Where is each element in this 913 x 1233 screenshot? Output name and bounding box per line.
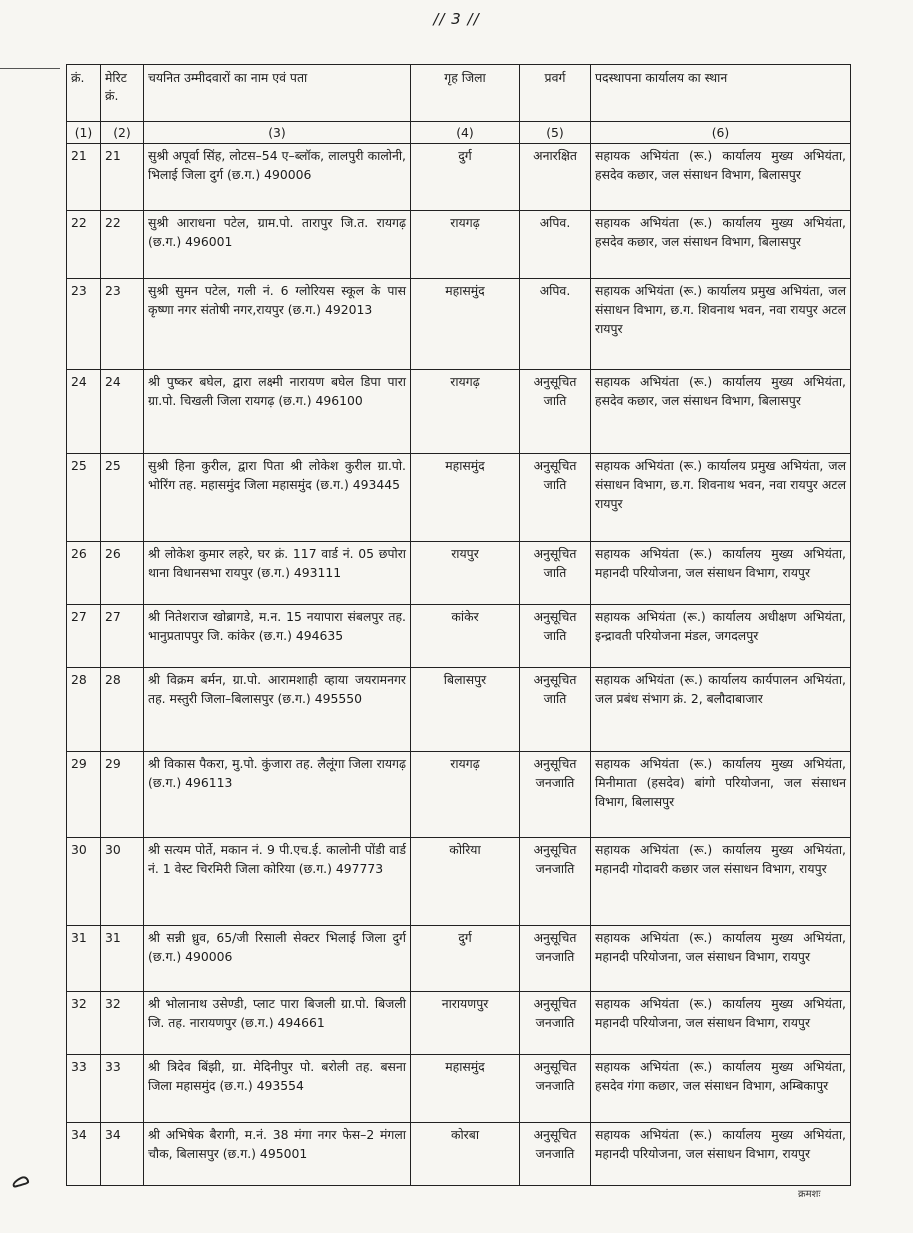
table-row — [67, 926, 851, 992]
posting-office: सहायक अभियंता (रू.) कार्यालय मुख्य अभियंता, हसदेव कछार, जल संसाधन विभाग, बिलासपुर — [591, 144, 851, 211]
home-district: नारायणपुर — [411, 992, 520, 1055]
home-district: महासमुंद — [411, 454, 520, 542]
name-address: सुश्री हिना कुरील, द्वारा पिता श्री लोकेश कुरील ग्रा.पो. भोरिंग तह. महासमुंद जिला महासमुंद (छ.ग.) 493445 — [144, 454, 411, 542]
serial-number: 26 — [67, 542, 101, 605]
category: अनारक्षित — [520, 144, 591, 211]
category: अपिव. — [520, 279, 591, 370]
posting-office: सहायक अभियंता (रू.) कार्यालय मुख्य अभियंता, महानदी गोदावरी कछार जल संसाधन विभाग, रायपुर — [591, 838, 851, 926]
merit-number: 28 — [101, 668, 144, 752]
home-district: रायगढ़ — [411, 211, 520, 279]
name-address: श्री त्रिदेव बिंझी, ग्रा. मेदिनीपुर पो. बरोली तह. बसना जिला महासमुंद (छ.ग.) 493554 — [144, 1055, 411, 1123]
name-address: श्री विकास पैकरा, मु.पो. कुंजारा तह. लैलूंगा जिला रायगढ़ (छ.ग.) 496113 — [144, 752, 411, 838]
table-row — [67, 279, 851, 370]
home-district: रायगढ़ — [411, 752, 520, 838]
column-number: (6) — [591, 122, 851, 144]
category: अनुसूचित जाति — [520, 370, 591, 454]
category: अनुसूचित जाति — [520, 542, 591, 605]
name-address: श्री नितेशराज खोब्रागडे, म.न. 15 नयापारा संबलपुर तह. भानुप्रतापपुर जि. कांकेर (छ.ग.) 494635 — [144, 605, 411, 668]
category: अनुसूचित जनजाति — [520, 838, 591, 926]
serial-number: 34 — [67, 1123, 101, 1186]
merit-number: 25 — [101, 454, 144, 542]
home-district: दुर्ग — [411, 144, 520, 211]
serial-number: 24 — [67, 370, 101, 454]
category: अनुसूचित जाति — [520, 454, 591, 542]
merit-number: 34 — [101, 1123, 144, 1186]
table-row — [67, 454, 851, 542]
column-number: (1) — [67, 122, 101, 144]
merit-number: 29 — [101, 752, 144, 838]
serial-number: 29 — [67, 752, 101, 838]
name-address: सुश्री सुमन पटेल, गली नं. 6 ग्लोरियस स्कूल के पास कृष्णा नगर संतोषी नगर,रायपुर (छ.ग.) 492013 — [144, 279, 411, 370]
continued-note: क्रमशः — [798, 1189, 821, 1200]
home-district: कोरबा — [411, 1123, 520, 1186]
merit-number: 26 — [101, 542, 144, 605]
table-row — [67, 144, 851, 211]
serial-number: 31 — [67, 926, 101, 992]
merit-number: 23 — [101, 279, 144, 370]
serial-number: 27 — [67, 605, 101, 668]
header-category: प्रवर्ग — [520, 65, 591, 122]
posting-office: सहायक अभियंता (रू.) कार्यालय मुख्य अभियंता, हसदेव कछार, जल संसाधन विभाग, बिलासपुर — [591, 370, 851, 454]
category: अनुसूचित जनजाति — [520, 1123, 591, 1186]
column-number: (4) — [411, 122, 520, 144]
column-number-row — [67, 122, 851, 144]
home-district: कोरिया — [411, 838, 520, 926]
header-name-address: चयनित उम्मीदवारों का नाम एवं पता — [144, 65, 411, 122]
merit-number: 30 — [101, 838, 144, 926]
serial-number: 25 — [67, 454, 101, 542]
home-district: रायगढ़ — [411, 370, 520, 454]
category: अनुसूचित जनजाति — [520, 926, 591, 992]
posting-office: सहायक अभियंता (रू.) कार्यालय कार्यपालन अभियंता, जल प्रबंध संभाग क्रं. 2, बलौदाबाजार — [591, 668, 851, 752]
home-district: महासमुंद — [411, 1055, 520, 1123]
category: अपिव. — [520, 211, 591, 279]
name-address: श्री विक्रम बर्मन, ग्रा.पो. आरामशाही व्हाया जयरामनगर तह. मस्तुरी जिला–बिलासपुर (छ.ग.) 495550 — [144, 668, 411, 752]
posting-office: सहायक अभियंता (रू.) कार्यालय मुख्य अभियंता, महानदी परियोजना, जल संसाधन विभाग, रायपुर — [591, 992, 851, 1055]
table-row — [67, 838, 851, 926]
category: अनुसूचित जाति — [520, 605, 591, 668]
category: अनुसूचित जाति — [520, 668, 591, 752]
table-row — [67, 1055, 851, 1123]
header-posting-office: पदस्थापना कार्यालय का स्थान — [591, 65, 851, 122]
posting-office: सहायक अभियंता (रू.) कार्यालय अधीक्षण अभियंता, इन्द्रावती परियोजना मंडल, जगदलपुर — [591, 605, 851, 668]
selection-table — [66, 64, 851, 1186]
serial-number: 33 — [67, 1055, 101, 1123]
table-row — [67, 542, 851, 605]
page-number: // 3 // — [433, 10, 480, 28]
header-home-district: गृह जिला — [411, 65, 520, 122]
merit-number: 32 — [101, 992, 144, 1055]
column-number: (3) — [144, 122, 411, 144]
posting-office: सहायक अभियंता (रू.) कार्यालय मुख्य अभियंता, महानदी परियोजना, जल संसाधन विभाग, रायपुर — [591, 926, 851, 992]
serial-number: 21 — [67, 144, 101, 211]
serial-number: 23 — [67, 279, 101, 370]
serial-number: 30 — [67, 838, 101, 926]
header-row — [67, 65, 851, 122]
home-district: रायपुर — [411, 542, 520, 605]
name-address: सुश्री अपूर्वा सिंह, लोटस–54 ए–ब्लॉक, लालपुरी कालोनी, भिलाई जिला दुर्ग (छ.ग.) 490006 — [144, 144, 411, 211]
merit-number: 24 — [101, 370, 144, 454]
posting-office: सहायक अभियंता (रू.) कार्यालय मुख्य अभियंता, महानदी परियोजना, जल संसाधन विभाग, रायपुर — [591, 542, 851, 605]
name-address: श्री अभिषेक बैरागी, म.नं. 38 मंगा नगर फेस–2 मंगला चौक, बिलासपुर (छ.ग.) 495001 — [144, 1123, 411, 1186]
category: अनुसूचित जनजाति — [520, 1055, 591, 1123]
name-address: श्री भोलानाथ उसेण्डी, प्लाट पारा बिजली ग्रा.पो. बिजली जि. तह. नारायणपुर (छ.ग.) 494661 — [144, 992, 411, 1055]
merit-number: 33 — [101, 1055, 144, 1123]
table-row — [67, 605, 851, 668]
posting-office: सहायक अभियंता (रू.) कार्यालय मुख्य अभियंता, मिनीमाता (हसदेव) बांगो परियोजना, जल संसाधन विभाग, बिलासपुर — [591, 752, 851, 838]
header-serial: क्रं. — [67, 65, 101, 122]
name-address: श्री सत्यम पोर्ते, मकान नं. 9 पी.एच.ई. कालोनी पोंडी वार्ड नं. 1 वेस्ट चिरमिरी जिला कोरिया (छ.ग.) 497773 — [144, 838, 411, 926]
posting-office: सहायक अभियंता (रू.) कार्यालय मुख्य अभियंता, महानदी परियोजना, जल संसाधन विभाग, रायपुर — [591, 1123, 851, 1186]
margin-rule — [0, 68, 60, 69]
posting-office: सहायक अभियंता (रू.) कार्यालय प्रमुख अभियंता, जल संसाधन विभाग, छ.ग. शिवनाथ भवन, नवा रायपुर अटल रायपुर — [591, 279, 851, 370]
table-row — [67, 992, 851, 1055]
merit-number: 22 — [101, 211, 144, 279]
category: अनुसूचित जनजाति — [520, 992, 591, 1055]
posting-office: सहायक अभियंता (रू.) कार्यालय मुख्य अभियंता, हसदेव कछार, जल संसाधन विभाग, बिलासपुर — [591, 211, 851, 279]
home-district: दुर्ग — [411, 926, 520, 992]
home-district: कांकेर — [411, 605, 520, 668]
posting-office: सहायक अभियंता (रू.) कार्यालय मुख्य अभियंता, हसदेव गंगा कछार, जल संसाधन विभाग, अम्बिकापुर — [591, 1055, 851, 1123]
handwritten-mark: ࡇ — [5, 1160, 34, 1196]
posting-office: सहायक अभियंता (रू.) कार्यालय प्रमुख अभियंता, जल संसाधन विभाग, छ.ग. शिवनाथ भवन, नवा रायपुर अटल रायपुर — [591, 454, 851, 542]
name-address: सुश्री आराधना पटेल, ग्राम.पो. तारापुर जि.त. रायगढ़ (छ.ग.) 496001 — [144, 211, 411, 279]
name-address: श्री पुष्कर बघेल, द्वारा लक्ष्मी नारायण बघेल डिपा पारा ग्रा.पो. चिखली जिला रायगढ़ (छ.ग.) 496100 — [144, 370, 411, 454]
table-row — [67, 370, 851, 454]
merit-number: 21 — [101, 144, 144, 211]
name-address: श्री सन्नी ध्रुव, 65/जी रिसाली सेक्टर भिलाई जिला दुर्ग (छ.ग.) 490006 — [144, 926, 411, 992]
table-row — [67, 1123, 851, 1186]
header-merit: मेरिट क्रं. — [101, 65, 144, 122]
table-row — [67, 668, 851, 752]
merit-number: 31 — [101, 926, 144, 992]
column-number: (2) — [101, 122, 144, 144]
name-address: श्री लोकेश कुमार लहरे, घर क्रं. 117 वार्ड नं. 05 छपोरा थाना विधानसभा रायपुर (छ.ग.) 493111 — [144, 542, 411, 605]
merit-number: 27 — [101, 605, 144, 668]
home-district: महासमुंद — [411, 279, 520, 370]
serial-number: 32 — [67, 992, 101, 1055]
serial-number: 28 — [67, 668, 101, 752]
serial-number: 22 — [67, 211, 101, 279]
table-row — [67, 211, 851, 279]
home-district: बिलासपुर — [411, 668, 520, 752]
column-number: (5) — [520, 122, 591, 144]
category: अनुसूचित जनजाति — [520, 752, 591, 838]
table-row — [67, 752, 851, 838]
